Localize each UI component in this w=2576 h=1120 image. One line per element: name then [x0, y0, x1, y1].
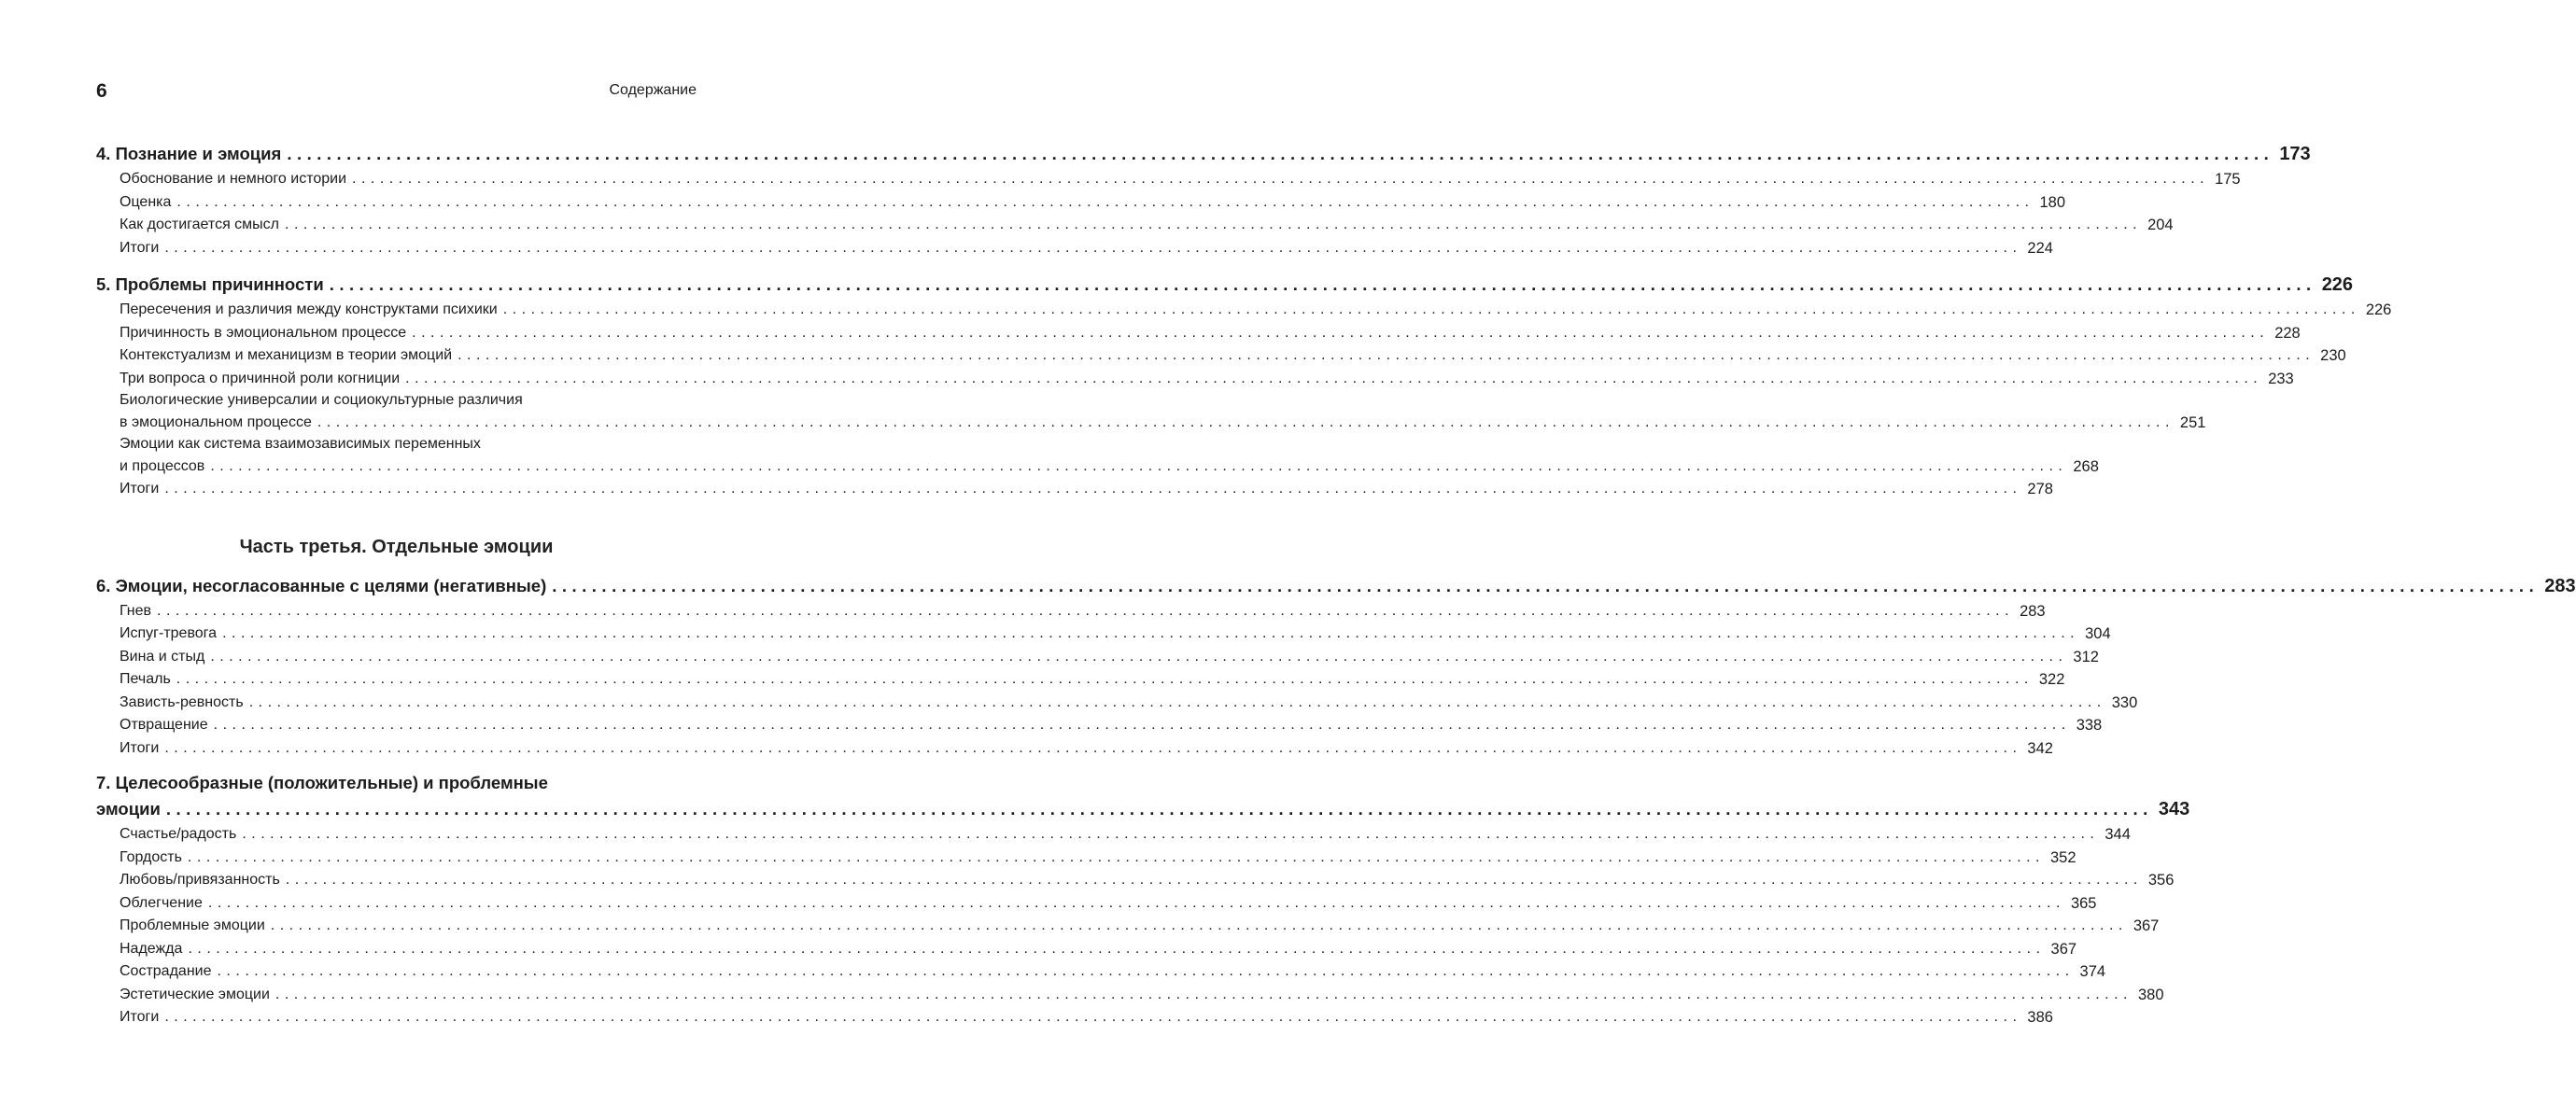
toc-entry-title: Эстетические эмоции [120, 986, 270, 1002]
toc-entry[interactable] [120, 344, 2346, 368]
toc-entry-title: Облегчение [120, 894, 203, 911]
toc-chapter-heading[interactable] [96, 271, 2354, 299]
toc-page-number: 367 [2050, 940, 2077, 958]
dot-leader: ........................................................................................................................................................................................................ [165, 799, 2153, 819]
toc-entry[interactable] [120, 823, 2131, 847]
toc-entry-multiline[interactable] [120, 390, 2206, 434]
toc-entries [96, 600, 2138, 761]
toc-entry[interactable] [120, 191, 2066, 215]
dot-leader: ........................................................................................................................................................................................................ [502, 301, 2360, 317]
toc-page-number: 356 [2147, 872, 2175, 889]
toc-page-number: 268 [2073, 457, 2099, 475]
toc-entry[interactable] [120, 938, 2077, 961]
toc-entry[interactable] [120, 168, 2241, 191]
toc-chapter-heading-multiline[interactable] [96, 771, 2190, 823]
toc-page-number: 173 [2279, 144, 2311, 164]
toc-entry-title: Контекстуализм и механицизм в теории эмоций [120, 347, 453, 363]
toc-entry[interactable] [120, 960, 2106, 984]
part-heading[interactable]: Часть третья. Отдельные эмоции [239, 536, 554, 557]
dot-leader: ........................................................................................................................................................................................................ [164, 481, 2022, 497]
toc-chapter-heading [96, 795, 2190, 823]
dot-leader: ........................................................................................................................................................................................................ [274, 986, 2133, 1002]
toc-page-number: 352 [2049, 848, 2076, 866]
toc-chapter-heading[interactable] [96, 572, 2576, 600]
toc-chapter-title-line1: 7. Целесообразные (положительные) и проблемные [96, 773, 548, 792]
toc-page-number: 344 [2104, 826, 2131, 843]
toc-chapter-heading[interactable] [96, 140, 2311, 168]
page-number: 6 [96, 80, 107, 102]
toc-entries [96, 168, 2241, 259]
toc-page-number: 304 [2085, 625, 2111, 642]
dot-leader: ........................................................................................................................................................................................................ [187, 848, 2045, 865]
dot-leader: ........................................................................................................................................................................................................ [285, 872, 2143, 888]
toc-entry[interactable] [120, 1006, 2053, 1029]
toc-entry-title: Надежда [120, 940, 183, 957]
toc-chapter-title: 5. Проблемы причинности [96, 274, 324, 294]
dot-leader: ........................................................................................................................................................................................................ [210, 457, 2068, 474]
toc-entry-title: Зависть-ревность [120, 693, 244, 710]
toc-entry[interactable] [120, 322, 2301, 345]
toc-page-number: 343 [2158, 799, 2190, 819]
dot-leader: ........................................................................................................................................................................................................ [317, 413, 2175, 430]
toc-chapter-title: эмоции [96, 799, 161, 819]
toc-entries [96, 823, 2175, 1029]
toc-page-number: 204 [2147, 217, 2174, 233]
toc-entry[interactable] [120, 869, 2175, 892]
toc-chapter-5 [96, 271, 2392, 501]
dot-leader: ........................................................................................................................................................................................................ [242, 826, 2100, 842]
toc-entry-title: Итоги [120, 739, 160, 756]
toc-entry-title: Гнев [120, 602, 151, 619]
toc-entry [120, 455, 2099, 479]
toc-chapter-title: 6. Эмоции, несогласованные с целями (негативные) [96, 575, 547, 595]
toc-entry-title: в эмоциональном процессе [120, 413, 312, 430]
table-of-contents [96, 140, 2576, 1029]
dot-leader: ........................................................................................................................................................................................................ [176, 193, 2034, 210]
toc-entry-title: Обоснование и немного истории [120, 171, 347, 187]
dot-leader: ........................................................................................................................................................................................................ [213, 717, 2071, 733]
toc-page-number: 367 [2133, 917, 2160, 934]
toc-page-number: 330 [2111, 693, 2138, 711]
toc-entry-title: Пересечения и различия между конструктами психики [120, 301, 498, 317]
toc-page-number: 283 [2020, 602, 2046, 620]
toc-page-number: 228 [2274, 324, 2301, 342]
toc-entry-title: Счастье/радость [120, 826, 237, 842]
toc-entry-title: Отвращение [120, 717, 208, 733]
dot-leader: ........................................................................................................................................................................................................ [329, 274, 2316, 294]
page-header [96, 80, 697, 105]
toc-page-number: 342 [2027, 739, 2053, 757]
toc-entry-title: Оценка [120, 193, 172, 210]
toc-page-number: 374 [2079, 963, 2106, 980]
toc-entry[interactable] [120, 915, 2160, 938]
toc-page-number: 226 [2365, 301, 2392, 318]
toc-entry[interactable] [120, 714, 2103, 737]
toc-entry-title: и процессов [120, 457, 205, 474]
dot-leader: ........................................................................................................................................................................................................ [157, 602, 2015, 619]
toc-entry-title: Итоги [120, 239, 160, 256]
toc-entry-title: Гордость [120, 848, 182, 865]
toc-page-number: 224 [2027, 239, 2053, 257]
dot-leader: ........................................................................................................................................................................................................ [287, 144, 2274, 163]
toc-page-number: 226 [2321, 274, 2354, 295]
toc-entry-title: Три вопроса о причинной роли когниции [120, 370, 401, 386]
dot-leader: ........................................................................................................................................................................................................ [270, 917, 2128, 933]
toc-entry[interactable] [120, 668, 2065, 692]
dot-leader: ........................................................................................................................................................................................................ [222, 625, 2080, 641]
toc-entry[interactable] [120, 478, 2053, 501]
toc-entry[interactable] [120, 892, 2097, 916]
toc-entry[interactable] [120, 368, 2294, 391]
toc-page-number: 230 [2320, 347, 2346, 364]
toc-page-number: 380 [2137, 986, 2164, 1003]
toc-entry-title: Испуг-тревога [120, 625, 218, 641]
toc-entry[interactable] [120, 984, 2164, 1007]
dot-leader: ........................................................................................................................................................................................................ [405, 370, 2263, 386]
toc-entry[interactable] [120, 737, 2053, 761]
dot-leader: ........................................................................................................................................................................................................ [412, 324, 2270, 341]
dot-leader: ........................................................................................................................................................................................................ [457, 347, 2316, 363]
dot-leader: ........................................................................................................................................................................................................ [552, 575, 2540, 595]
dot-leader: ........................................................................................................................................................................................................ [207, 894, 2065, 911]
toc-page-number: 312 [2073, 648, 2099, 665]
toc-entry-title: Любовь/привязанность [120, 872, 280, 888]
toc-entry[interactable] [120, 692, 2138, 715]
toc-page-number: 365 [2070, 894, 2097, 912]
toc-page-number: 175 [2215, 171, 2241, 188]
dot-leader: ........................................................................................................................................................................................................ [188, 940, 2046, 957]
toc-page-number: 278 [2027, 481, 2053, 497]
toc-entry-title: Итоги [120, 1009, 160, 1025]
dot-leader: ........................................................................................................................................................................................................ [352, 171, 2210, 187]
toc-entry[interactable] [120, 214, 2174, 237]
toc-chapter-4 [96, 140, 2311, 259]
toc-page-number: 283 [2544, 575, 2576, 596]
toc-entry[interactable] [120, 600, 2046, 623]
toc-chapter-7 [96, 771, 2190, 1029]
toc-entry-title-line1: Биологические универсалии и социокультурные различия [120, 392, 523, 408]
toc-page-number: 386 [2027, 1009, 2053, 1026]
toc-chapter-6 [96, 572, 2576, 761]
toc-entry-title-line1: Эмоции как система взаимозависимых переменных [120, 436, 481, 452]
dot-leader: ........................................................................................................................................................................................................ [285, 217, 2143, 232]
toc-entry [120, 412, 2206, 435]
dot-leader: ........................................................................................................................................................................................................ [176, 671, 2034, 687]
toc-entry-title: Проблемные эмоции [120, 917, 265, 933]
dot-leader: ........................................................................................................................................................................................................ [164, 739, 2022, 756]
dot-leader: ........................................................................................................................................................................................................ [210, 648, 2068, 665]
toc-page-number: 338 [2076, 717, 2103, 734]
toc-entries [96, 299, 2392, 501]
toc-entry[interactable] [120, 299, 2392, 322]
toc-chapter-title: 4. Познание и эмоция [96, 144, 282, 163]
toc-entry-title: Как достигается смысл [120, 217, 280, 232]
toc-entry-title: Сострадание [120, 963, 212, 979]
toc-entry[interactable] [120, 237, 2053, 260]
toc-page-number: 322 [2038, 671, 2065, 688]
running-title: Содержание [609, 82, 697, 98]
toc-page-number: 251 [2179, 413, 2206, 431]
dot-leader: ........................................................................................................................................................................................................ [217, 963, 2075, 979]
toc-entry[interactable] [120, 623, 2111, 646]
toc-page-number: 233 [2268, 370, 2294, 387]
toc-entry-title: Причинность в эмоциональном процессе [120, 324, 407, 341]
toc-entry-title: Печаль [120, 671, 171, 687]
dot-leader: ........................................................................................................................................................................................................ [164, 239, 2022, 256]
dot-leader: ........................................................................................................................................................................................................ [164, 1009, 2022, 1025]
toc-entry-title: Итоги [120, 481, 160, 497]
toc-entry-multiline[interactable] [120, 434, 2099, 478]
toc-entry[interactable] [120, 847, 2076, 870]
toc-page-number: 180 [2039, 193, 2066, 211]
dot-leader: ........................................................................................................................................................................................................ [248, 693, 2106, 710]
toc-entry-title: Вина и стыд [120, 648, 205, 665]
toc-entry[interactable] [120, 646, 2099, 669]
